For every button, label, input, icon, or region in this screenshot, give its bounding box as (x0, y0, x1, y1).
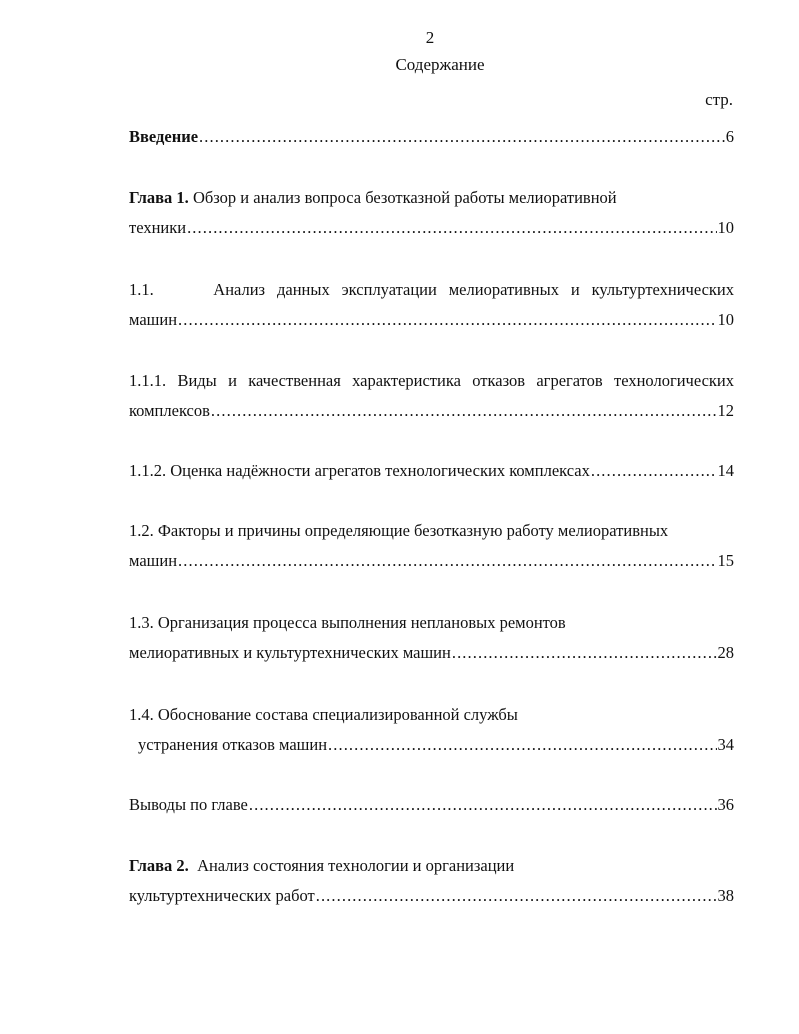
dot-leader (178, 546, 716, 576)
toc-page-number: 10 (717, 310, 734, 329)
toc-page-number: 36 (717, 795, 734, 814)
toc-entry-label: Введение (129, 127, 199, 146)
toc-entry-conclusions[interactable] (129, 790, 734, 820)
toc-page-number: 28 (717, 643, 734, 662)
page-column-label: стр. (705, 90, 733, 109)
dot-leader (199, 122, 725, 152)
dot-leader (249, 790, 717, 820)
toc-entry-section-1-1-1[interactable] (129, 366, 734, 426)
toc-entry-introduction[interactable] (129, 122, 734, 152)
toc-entry-title-cont: машин (129, 310, 178, 329)
toc-page-number: 15 (717, 551, 734, 570)
toc-page-number: 14 (717, 461, 734, 480)
toc-entry-section-1-4[interactable] (129, 700, 734, 760)
dot-leader (328, 730, 716, 760)
toc-entry-title-cont: техники (129, 218, 187, 237)
toc-entry-title-cont: устранения отказов машин (138, 735, 328, 754)
toc-entry-section-1-1[interactable] (129, 275, 734, 335)
toc-entry-title: 1.3. Организация процесса выполнения неплановых ремонтов (129, 613, 566, 632)
toc-entry-title: Анализ данных эксплуатации мелиоративных и культуртехнических (213, 280, 734, 299)
toc-entry-title: 1.1.1. Виды и качественная характеристика отказов агрегатов технологических (129, 371, 734, 390)
toc-entry-title: 1.4. Обоснование состава специализированной службы (129, 705, 518, 724)
toc-chapter-label: Глава 2. (129, 856, 189, 875)
dot-leader (316, 881, 717, 911)
dot-leader (452, 638, 717, 668)
toc-page-number: 12 (717, 401, 734, 420)
toc-entry-title-cont: машин (129, 551, 178, 570)
toc-entry-title-cont: комплексов (129, 401, 210, 420)
dot-leader (178, 305, 716, 335)
dot-leader (591, 456, 717, 486)
toc-section-number: 1.1. (129, 280, 154, 299)
toc-entry-title: Обзор и анализ вопроса безотказной работы мелиоративной (192, 188, 617, 207)
toc-entry-chapter-1[interactable] (129, 183, 734, 243)
toc-entry-section-1-3[interactable] (129, 608, 734, 668)
toc-entry-title-cont: культуртехнических работ (129, 886, 315, 905)
dot-leader (211, 396, 717, 426)
toc-entry-title-cont: мелиоративных и культуртехнических машин (129, 643, 451, 662)
toc-page-number: 10 (717, 218, 734, 237)
toc-page-number: 38 (717, 886, 734, 905)
dot-leader (187, 213, 716, 243)
toc-entry-title: 1.1.2. Оценка надёжности агрегатов технологических комплексах (129, 461, 590, 480)
toc-entry-chapter-2[interactable] (129, 851, 734, 911)
toc-entry-section-1-1-2[interactable] (129, 456, 734, 486)
toc-entry-label: Выводы по главе (129, 795, 248, 814)
toc-entry-section-1-2[interactable] (129, 516, 734, 576)
toc-page-number: 34 (717, 735, 734, 754)
toc-page-number: 6 (725, 127, 734, 146)
toc-entry-title: Анализ состояния технологии и организации (197, 856, 515, 875)
toc-chapter-label: Глава 1. (129, 188, 189, 207)
page-number: 2 (425, 28, 435, 47)
toc-entry-title: 1.2. Факторы и причины определяющие безотказную работу мелиоративных (129, 521, 669, 540)
document-title: Содержание (395, 55, 485, 74)
